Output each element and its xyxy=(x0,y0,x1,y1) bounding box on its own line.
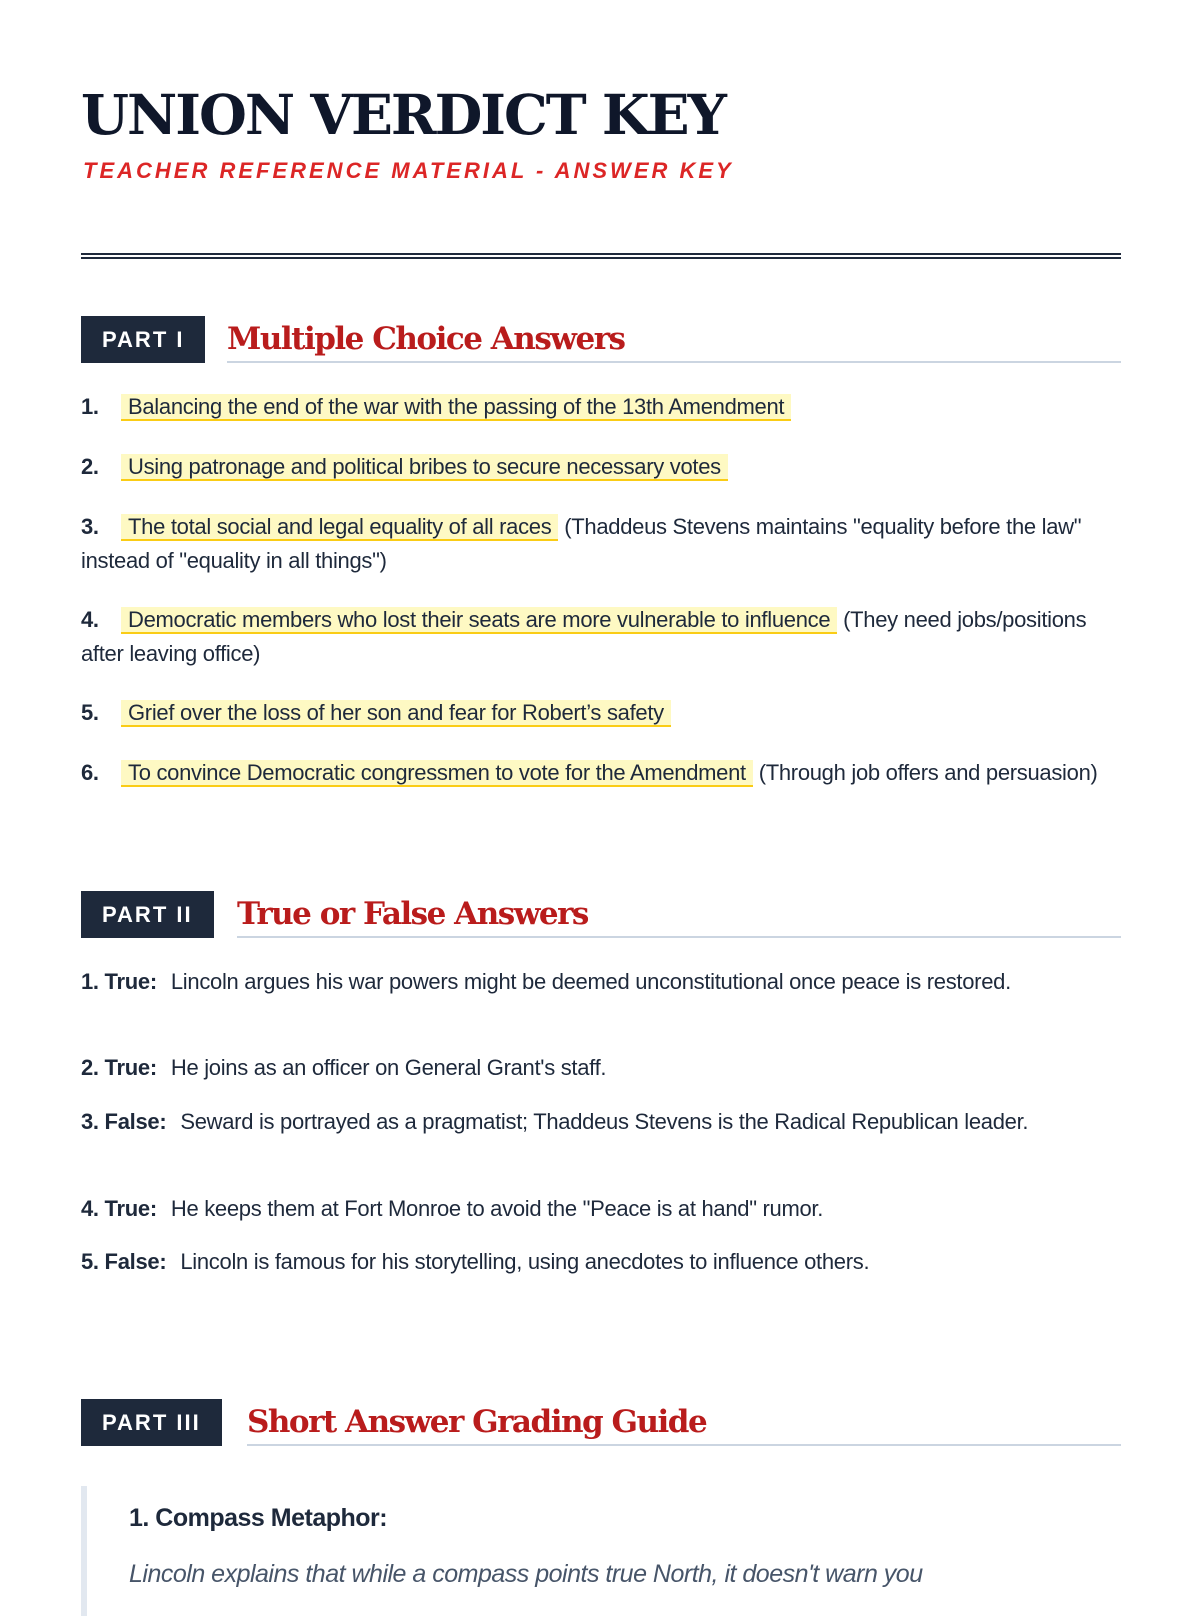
mc-item xyxy=(81,450,1121,484)
section-title xyxy=(227,314,1121,363)
answer-highlight: Democratic members who lost their seats are more vulnerable to influence xyxy=(121,607,837,634)
answer-highlight: Grief over the loss of her son and fear for Robert’s safety xyxy=(121,700,671,727)
tf-label: 4. True: xyxy=(81,1196,157,1221)
double-divider xyxy=(81,253,1121,259)
item-number: 3. xyxy=(81,514,99,539)
mc-item xyxy=(81,696,1121,730)
item-number: 4. xyxy=(81,607,99,632)
section-title xyxy=(237,889,1121,938)
tf-item xyxy=(81,1245,1091,1279)
mc-item xyxy=(81,603,1121,671)
item-number: 1. xyxy=(81,394,99,419)
part-1-header xyxy=(81,316,1121,363)
tf-text: Lincoln is famous for his storytelling, using anecdotes to influence others. xyxy=(180,1249,870,1274)
tf-item xyxy=(81,1051,1091,1085)
mc-item xyxy=(81,756,1121,790)
short-answer-heading: 1. Compass Metaphor: xyxy=(129,1504,388,1532)
tf-label: 3. False: xyxy=(81,1109,167,1134)
tf-item xyxy=(81,1105,1091,1139)
answer-note: (Thaddeus Stevens maintains "equality before the law" instead of "equality in all things") xyxy=(81,514,1082,573)
tf-label: 1. True: xyxy=(81,969,157,994)
mc-item xyxy=(81,510,1121,578)
short-answer-block xyxy=(81,1486,1127,1616)
answer-highlight: Balancing the end of the war with the passing of the 13th Amendment xyxy=(121,394,791,421)
tf-text: Seward is portrayed as a pragmatist; Thaddeus Stevens is the Radical Republican leader. xyxy=(180,1109,1029,1134)
tf-item xyxy=(81,965,1091,999)
page-subtitle: TEACHER REFERENCE MATERIAL - ANSWER KEY xyxy=(83,158,734,183)
tf-label: 5. False: xyxy=(81,1249,167,1274)
item-number: 6. xyxy=(81,760,99,785)
section-title xyxy=(247,1397,1121,1446)
part-badge: PART II xyxy=(81,891,214,938)
tf-label: 2. True: xyxy=(81,1055,157,1080)
answer-note: (They need jobs/positions after leaving office) xyxy=(81,607,1087,666)
section-title-text: Short Answer Grading Guide xyxy=(247,1404,707,1440)
tf-item xyxy=(81,1192,1091,1226)
answer-note: (Through job offers and persuasion) xyxy=(758,760,1098,785)
part-3-header xyxy=(81,1399,1121,1446)
tf-text: He joins as an officer on General Grant's staff. xyxy=(170,1055,607,1080)
part-2-header xyxy=(81,891,1121,938)
answer-highlight: Using patronage and political bribes to secure necessary votes xyxy=(121,454,728,481)
section-title-text: Multiple Choice Answers xyxy=(227,321,625,357)
item-number: 5. xyxy=(81,700,99,725)
part-badge: PART I xyxy=(81,316,205,363)
short-answer-text: Lincoln explains that while a compass points true North, it doesn't warn you xyxy=(129,1560,923,1588)
item-number: 2. xyxy=(81,454,99,479)
tf-text: He keeps them at Fort Monroe to avoid the "Peace is at hand" rumor. xyxy=(170,1196,824,1221)
section-title-text: True or False Answers xyxy=(237,896,588,932)
part-badge: PART III xyxy=(81,1399,222,1446)
page-title: UNION VERDICT KEY xyxy=(81,82,725,147)
mc-item xyxy=(81,390,1121,424)
answer-highlight: The total social and legal equality of all races xyxy=(121,514,558,541)
tf-text: Lincoln argues his war powers might be deemed unconstitutional once peace is restored. xyxy=(170,969,1011,994)
answer-highlight: To convince Democratic congressmen to vote for the Amendment xyxy=(121,760,753,787)
